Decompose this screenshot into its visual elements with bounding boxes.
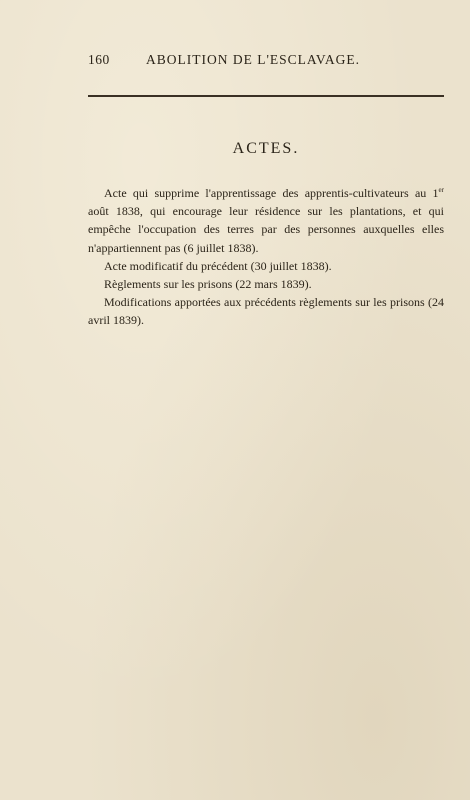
- entry-text: Acte qui supprime l'apprentissage des apprentis-cultivateurs au 1: [104, 186, 439, 200]
- entry-text: août 1838, qui encourage leur résidence sur les plantations, et qui empêche l'occupation des terres par des personnes auxquelles elles n'appartiennent pas (6 juillet 1838).: [88, 204, 444, 255]
- entry-apprenticeship-act: [88, 184, 444, 257]
- entry-prison-modifications: Modifications apportées aux précédents règlements sur les prisons (24 avril 1839).: [88, 295, 444, 328]
- section-title: ACTES.: [232, 140, 300, 157]
- running-head: [88, 52, 378, 72]
- running-title: ABOLITION DE L'ESCLAVAGE.: [145, 52, 361, 67]
- page-number: 160: [88, 52, 110, 67]
- entry-list: [88, 184, 444, 330]
- header-rule: [88, 95, 444, 97]
- entry-superscript: er: [438, 186, 444, 194]
- entry-prison-regulations: Règlements sur les prisons (22 mars 1839).: [104, 277, 312, 292]
- entry-amending-act: Acte modificatif du précédent (30 juillet 1838).: [104, 258, 332, 273]
